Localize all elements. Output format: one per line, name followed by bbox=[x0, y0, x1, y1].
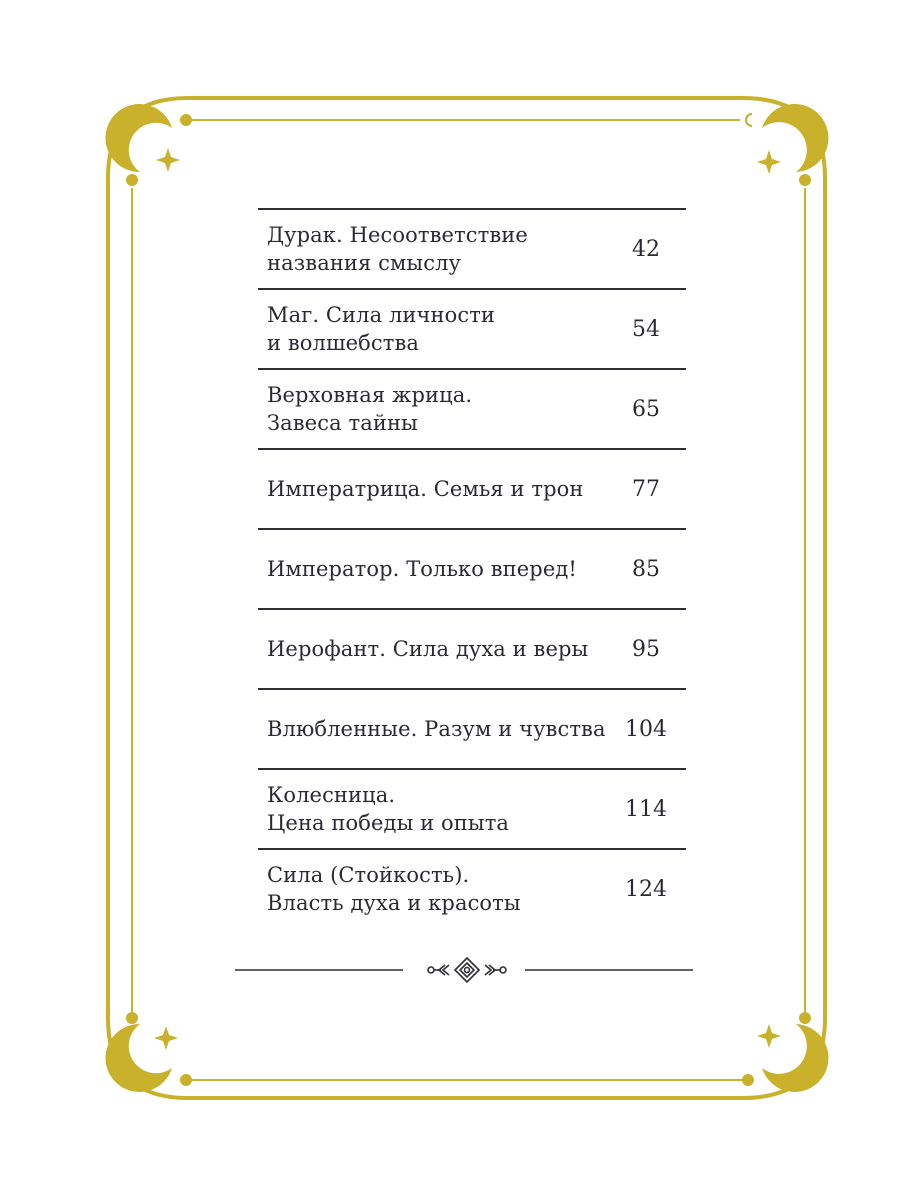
toc-title-line: Иерофант. Сила духа и веры bbox=[267, 637, 589, 661]
toc-page-number: 124 bbox=[625, 876, 667, 902]
toc-entry[interactable] bbox=[258, 688, 686, 768]
toc-page-number: 95 bbox=[632, 636, 660, 662]
toc-entry[interactable] bbox=[258, 288, 686, 368]
star-icon bbox=[156, 148, 180, 172]
toc-entry-title bbox=[267, 690, 606, 768]
toc-title-line: Колесница. bbox=[267, 783, 396, 807]
toc-title-line: названия смыслу bbox=[267, 251, 461, 275]
star-icon bbox=[757, 150, 781, 174]
frame-dot bbox=[126, 174, 138, 186]
toc-entry[interactable] bbox=[258, 768, 686, 848]
toc-entry-title bbox=[267, 450, 587, 528]
toc-entry-title bbox=[267, 530, 587, 608]
toc-entry-title bbox=[267, 770, 587, 848]
table-of-contents bbox=[258, 208, 686, 928]
toc-page-number: 85 bbox=[632, 556, 660, 582]
toc-page-number: 54 bbox=[632, 316, 660, 342]
toc-page-number: 77 bbox=[632, 476, 660, 502]
toc-entry[interactable] bbox=[258, 608, 686, 688]
toc-page-number: 42 bbox=[632, 236, 660, 262]
toc-title-line: Дурак. Несоответствие bbox=[267, 223, 528, 247]
diamond-ornament-icon bbox=[428, 958, 506, 982]
toc-title-line: и волшебства bbox=[267, 331, 419, 355]
frame-dot bbox=[180, 114, 192, 126]
toc-entry[interactable] bbox=[258, 208, 686, 288]
ornamental-divider bbox=[233, 955, 693, 985]
toc-entry-title bbox=[267, 610, 587, 688]
toc-entry[interactable] bbox=[258, 528, 686, 608]
toc-page-number: 104 bbox=[625, 716, 667, 742]
toc-title-line: Император. Только вперед! bbox=[267, 557, 577, 581]
toc-page-number: 65 bbox=[632, 396, 660, 422]
frame-dot bbox=[126, 1012, 138, 1024]
frame-hook bbox=[746, 114, 752, 126]
frame-dot bbox=[799, 1012, 811, 1024]
toc-title-line: Цена победы и опыта bbox=[267, 811, 510, 835]
frame-dot bbox=[799, 174, 811, 186]
toc-entry[interactable] bbox=[258, 848, 686, 928]
toc-entry-title bbox=[267, 210, 587, 288]
star-icon bbox=[757, 1024, 781, 1048]
toc-entry-title bbox=[267, 370, 587, 448]
toc-title-line: Сила (Стойкость). bbox=[267, 863, 470, 887]
toc-title-line: Маг. Сила личности bbox=[267, 303, 496, 327]
toc-entry-title bbox=[267, 290, 587, 368]
frame-dot bbox=[180, 1074, 192, 1086]
toc-title-line: Верховная жрица. bbox=[267, 383, 473, 407]
toc-entry-title bbox=[267, 850, 587, 928]
toc-title-line: Влюбленные. Разум и чувства bbox=[267, 717, 606, 741]
toc-page-number: 114 bbox=[625, 796, 667, 822]
toc-entry[interactable] bbox=[258, 368, 686, 448]
toc-title-line: Завеса тайны bbox=[267, 411, 418, 435]
toc-entry[interactable] bbox=[258, 448, 686, 528]
toc-title-line: Власть духа и красоты bbox=[267, 891, 521, 915]
toc-title-line: Императрица. Семья и трон bbox=[267, 477, 584, 501]
frame-dot bbox=[742, 1074, 754, 1086]
crescent-moon-icon bbox=[106, 1024, 172, 1092]
star-icon bbox=[154, 1026, 178, 1050]
